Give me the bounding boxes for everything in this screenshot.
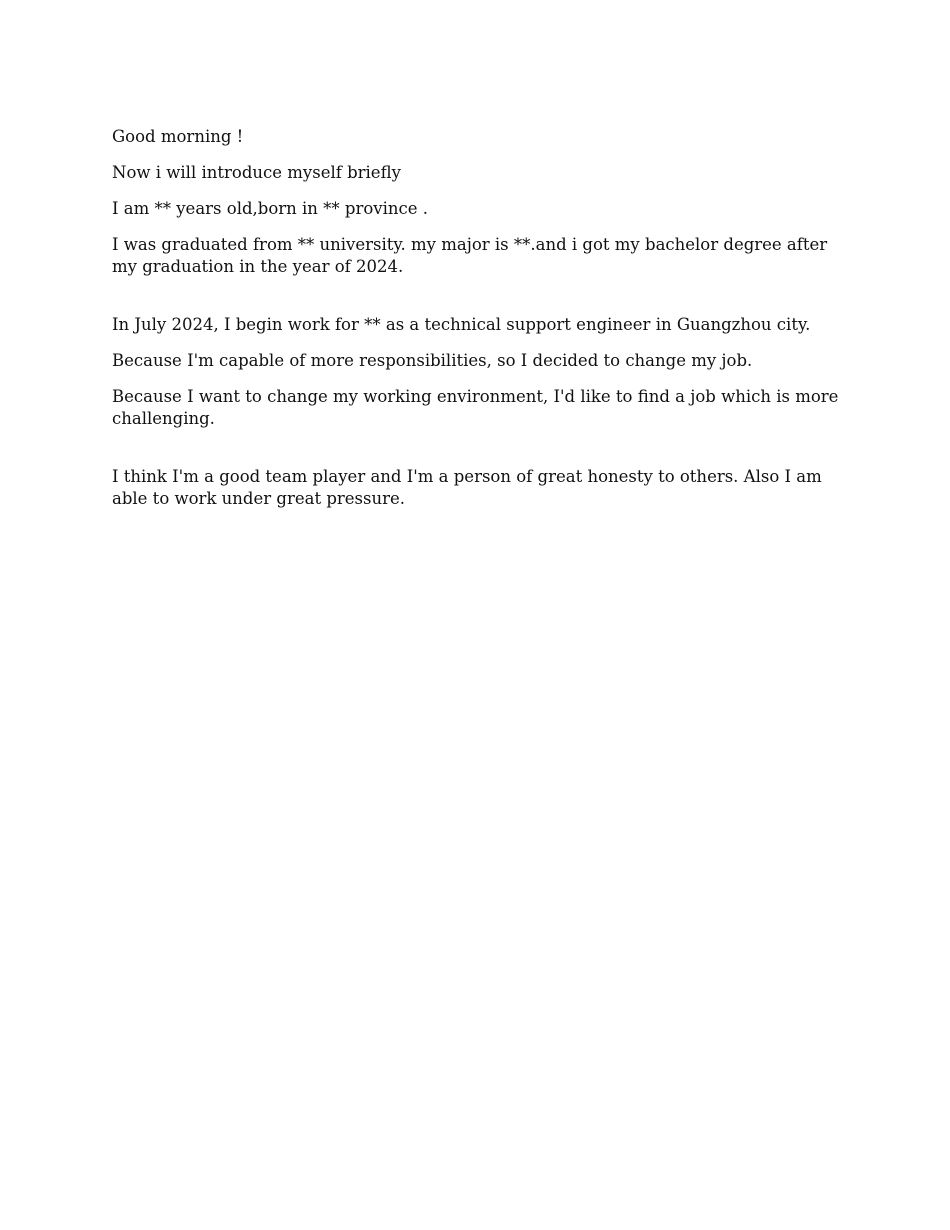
environment-paragraph: Because I want to change my working environment, I'd like to find a job which is more challenging. bbox=[112, 387, 839, 428]
intro-paragraph: Now i will introduce myself briefly bbox=[112, 163, 401, 182]
strengths-paragraph: I think I'm a good team player and I'm a person of great honesty to others. Also I am able to work under great pressure. bbox=[112, 467, 822, 508]
document-body bbox=[112, 126, 842, 524]
reason-paragraph: Because I'm capable of more responsibilities, so I decided to change my job. bbox=[112, 351, 753, 370]
greeting-paragraph: Good morning ! bbox=[112, 127, 244, 146]
work-paragraph: In July 2024, I begin work for ** as a technical support engineer in Guangzhou city. bbox=[112, 315, 811, 334]
education-paragraph: I was graduated from ** university. my major is **.and i got my bachelor degree after my graduation in the year of 2024. bbox=[112, 235, 828, 276]
age-paragraph: I am ** years old,born in ** province . bbox=[112, 199, 429, 218]
